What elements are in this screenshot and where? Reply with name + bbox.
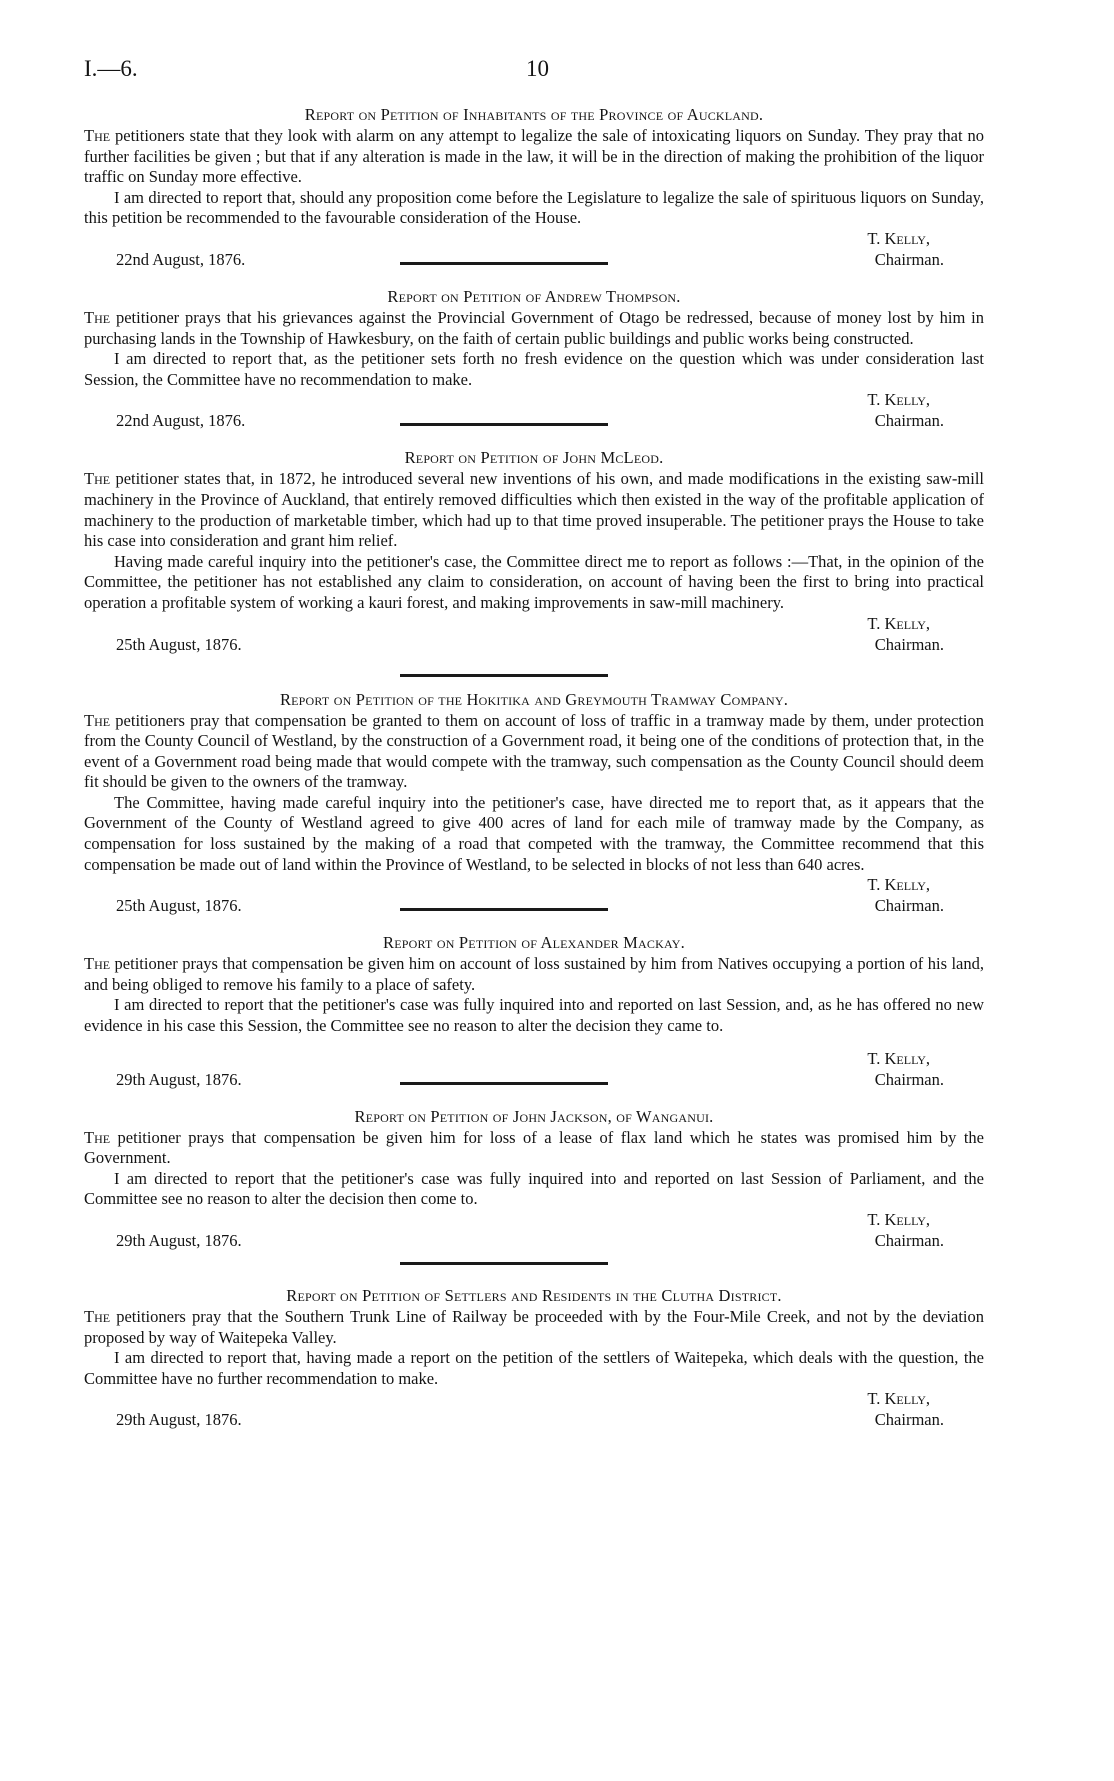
- signatory-name: T. Kelly,: [867, 1389, 930, 1409]
- report-title: Report on Petition of Andrew Thompson.: [387, 286, 681, 306]
- report-section: [84, 286, 984, 432]
- report-title: Report on Petition of the Hokitika and Greymouth Tramway Company.: [279, 689, 789, 709]
- paragraph-text: I am directed to report that, should any proposition come before the Legislature to legalize the sale of spirituous liquors on Sunday, this petition be recommended to the favourable consideration of the House.: [84, 187, 984, 228]
- paragraph-lead: The: [84, 710, 111, 730]
- paragraph-lead: The: [84, 307, 111, 327]
- report-section: [84, 104, 984, 271]
- document-reference: I.—6.: [84, 56, 138, 81]
- report-title: Report on Petition of Settlers and Residents in the Clutha District.: [286, 1286, 782, 1305]
- section-divider: [400, 908, 608, 911]
- report-date: 29th August, 1876.: [116, 1231, 242, 1250]
- report-section: [84, 689, 984, 918]
- report-paragraph: [84, 954, 984, 995]
- page-number: 10: [526, 56, 549, 81]
- report-date: 22nd August, 1876.: [116, 411, 246, 431]
- paragraph-text: petitioner states that, in 1872, he introduced several new inventions of his own, and made modifications in the existing saw-mill machinery in the Province of Auckland, that entirely removed difficulties which then existed in the way of the profitable application of machinery to the production of marketable timber, which had up to that time proved insuperable. The petitioner prays the House to take his case into consideration and grant him relief.: [84, 469, 984, 551]
- report-paragraph: [84, 126, 984, 188]
- report-paragraph: [84, 1307, 984, 1348]
- signatory-name: T. Kelly,: [867, 390, 930, 410]
- paragraph-text: I am directed to report that the petitioner's case was fully inquired into and reported on last Session, and, as he has offered no new evidence in his case this Session, the Committee see no reason to alter the decision they came to.: [84, 995, 984, 1036]
- signature-block: [84, 390, 984, 432]
- paragraph-lead: The: [84, 126, 111, 145]
- signature-block: [84, 1389, 984, 1431]
- paragraph-text: I am directed to report that the petitioner's case was fully inquired into and reported on last Session of Parliament, and the Committee see no reason to alter the decision then come to.: [84, 1168, 984, 1209]
- signatory-name: T. Kelly,: [867, 613, 930, 633]
- report-title: Report on Petition of Inhabitants of the Province of Auckland.: [304, 105, 764, 124]
- paragraph-lead: The: [84, 954, 111, 974]
- signatory-title: Chairman.: [874, 411, 944, 431]
- paragraph-text: petitioners state that they look with alarm on any attempt to legalize the sale of intoxicating liquors on Sunday. They pray that no further facilities be given ; but that if any alteration is made in the law, it will be in the direction of making the prohibition of the liquor traffic on Sunday more effective.: [84, 126, 984, 187]
- section-divider: [400, 262, 608, 265]
- section-divider: [400, 674, 608, 677]
- paragraph-text: Having made careful inquiry into the petitioner's case, the Committee direct me to report as follows :—That, in the opinion of the Committee, the petitioner has not established any claim to consideration, on account of having been the first to bring into practical operation a profitable system of working a kauri forest, and making improvements in saw-mill machinery.: [84, 551, 984, 612]
- signatory-name: T. Kelly,: [867, 228, 930, 248]
- paragraph-text: I am directed to report that, having made a report on the petition of the settlers of Waitepeka, which deals with the question, the Committee have no further recommendation to make.: [84, 1348, 984, 1388]
- section-divider: [400, 1262, 608, 1265]
- signatory-title: Chairman.: [874, 1410, 944, 1430]
- report-paragraph: [84, 188, 984, 229]
- report-paragraph: [84, 1128, 984, 1169]
- signatory-title: Chairman.: [874, 1069, 944, 1089]
- report-date: 29th August, 1876.: [116, 1410, 242, 1430]
- report-paragraph: [84, 469, 984, 551]
- paragraph-lead: The: [84, 1307, 111, 1326]
- report-section: [84, 1106, 984, 1252]
- signatory-title: Chairman.: [874, 896, 944, 916]
- signature-block: [84, 229, 984, 271]
- paragraph-text: The Committee, having made careful inquiry into the petitioner's case, have directed me to report that, as it appears that the Government of the County of Westland agreed to give 400 acres of land for each mile of tramway made by the Company, as compensation for loss sustained by the making of a road that competed with the tramway, the Committee recommend that this compensation be made out of land within the Province of Westland, to be selected in blocks of not less than 640 acres.: [84, 792, 984, 874]
- paragraph-lead: The: [84, 1127, 111, 1147]
- report-paragraph: [84, 793, 984, 875]
- page-header: [84, 56, 984, 90]
- signatory-title: Chairman.: [874, 249, 944, 269]
- report-title: Report on Petition of Alexander Mackay.: [383, 933, 685, 953]
- report-date: 25th August, 1876.: [116, 634, 242, 654]
- page-body: [84, 104, 984, 1431]
- report-section: [84, 1285, 984, 1431]
- report-title: Report on Petition of John McLeod.: [404, 448, 664, 468]
- signature-block: [84, 1049, 984, 1091]
- signatory-title: Chairman.: [874, 1231, 944, 1250]
- signatory-name: T. Kelly,: [867, 1210, 930, 1229]
- report-paragraph: [84, 308, 984, 349]
- signatory-name: T. Kelly,: [867, 875, 930, 895]
- section-divider: [400, 423, 608, 426]
- signature-block: [84, 614, 984, 656]
- paragraph-text: petitioners pray that compensation be granted to them on account of loss of traffic in a tramway made by them, under protection from the County Council of Westland, by the construction of a Government road, it being one of the conditions of protection that, in the event of a Government road being made that would compete with the tramway, such compensation as the County Council should deem fit should be given to the owners of the tramway.: [84, 710, 984, 792]
- signature-block: [84, 875, 984, 917]
- report-section: [84, 447, 984, 655]
- signatory-title: Chairman.: [874, 634, 944, 654]
- report-date: 25th August, 1876.: [116, 896, 242, 916]
- report-title: Report on Petition of John Jackson, of Wanganui.: [354, 1106, 714, 1126]
- report-paragraph: [84, 552, 984, 614]
- report-section: [84, 932, 984, 1090]
- paragraph-text: I am directed to report that, as the petitioner sets forth no fresh evidence on the question which was under consideration last Session, the Committee have no recommendation to make.: [84, 349, 984, 389]
- report-paragraph: [84, 995, 984, 1036]
- paragraph-text: petitioner prays that his grievances against the Provincial Government of Otago be redressed, because of money lost by him in purchasing lands in the Township of Hawkesbury, on the faith of certain public buildings and public works being constructed.: [84, 307, 984, 348]
- section-divider: [400, 1082, 608, 1085]
- report-paragraph: [84, 1348, 984, 1389]
- report-date: 29th August, 1876.: [116, 1069, 242, 1089]
- report-paragraph: [84, 1169, 984, 1210]
- paragraph-text: petitioners pray that the Southern Trunk Line of Railway be proceeded with by the Four-Mile Creek, and not by the deviation proposed by way of Waitepeka Valley.: [84, 1307, 984, 1347]
- report-paragraph: [84, 711, 984, 793]
- paragraph-text: petitioner prays that compensation be given him for loss of a lease of flax land which he states was promised him by the Government.: [84, 1127, 984, 1168]
- signature-block: [84, 1210, 984, 1252]
- report-paragraph: [84, 349, 984, 390]
- signatory-name: T. Kelly,: [867, 1048, 930, 1068]
- report-date: 22nd August, 1876.: [116, 249, 246, 269]
- paragraph-text: petitioner prays that compensation be given him on account of loss sustained by him from Natives occupying a portion of his land, and being obliged to remove his family to a place of safety.: [84, 954, 984, 994]
- paragraph-lead: The: [84, 469, 111, 489]
